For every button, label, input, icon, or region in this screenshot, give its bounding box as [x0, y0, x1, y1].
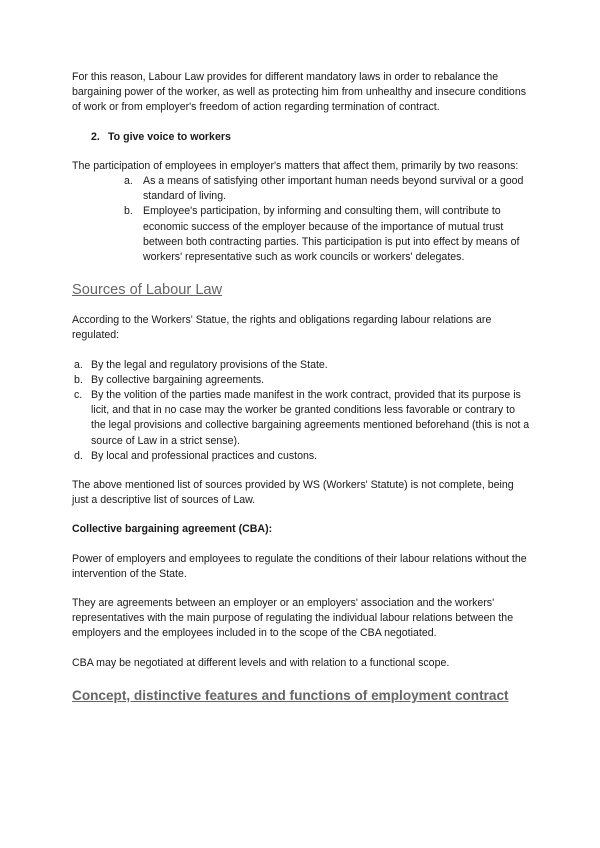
list-item-text: As a means of satisfying other important human needs beyond survival or a good standard of living. — [143, 175, 524, 203]
concept-heading: Concept, distinctive features and functions of employment contract — [72, 687, 509, 703]
cba-heading: Collective bargaining agreement (CBA): — [72, 523, 273, 536]
list-item — [72, 373, 532, 388]
list-item — [72, 358, 532, 373]
cba-paragraph-2: They are agreements between an employer or an employers' association and the workers' representatives with the main purpose of regulating the individual labour relations between the employers and the employees included in to the scope of the CBA negotiated. — [72, 597, 514, 640]
list-marker: a. — [74, 358, 83, 371]
list-item-text: By local and professional practices and custons. — [91, 449, 318, 462]
list-item — [72, 204, 532, 265]
document-page — [72, 70, 532, 705]
list-marker: b. — [74, 373, 83, 386]
list-marker: c. — [74, 389, 83, 402]
intro-paragraph: For this reason, Labour Law provides for different mandatory laws in order to rebalance the bargaining power of the worker, as well as protecting him from unhealthy and insecure conditions of work or from employer's freedom of action regarding termination of contract. — [72, 71, 527, 114]
cba-paragraph-3: CBA may be negotiated at different levels and with relation to a functional scope. — [72, 656, 450, 669]
cba-paragraph-1: Power of employers and employees to regulate the conditions of their labour relations without the intervention of the State. — [72, 552, 527, 580]
participation-list — [72, 174, 532, 265]
list-item — [72, 388, 532, 449]
list-item-text: By the legal and regulatory provisions of the State. — [91, 358, 328, 371]
sources-heading: Sources of Labour Law — [72, 282, 223, 299]
sources-list — [72, 358, 532, 464]
list-marker: d. — [74, 449, 83, 462]
list-item — [72, 174, 532, 204]
list-item — [72, 449, 532, 464]
point-2-number: 2. — [91, 130, 100, 143]
point-2-title: To give voice to workers — [108, 130, 231, 143]
list-marker: b. — [124, 205, 133, 218]
list-item-text: By the volition of the parties made manifest in the work contract, provided that its purpose is licit, and that in no case may the worker be granted conditions less favorable or contrary to the legal provisions and collective bargaining agreements mentioned beforehand (this is not a source of Law in a strict sense). — [91, 389, 530, 447]
list-marker: a. — [124, 175, 133, 188]
sources-intro: According to the Workers' Statue, the rights and obligations regarding labour relations are regulated: — [72, 314, 492, 342]
list-item-text: Employee's participation, by informing and consulting them, will contribute to economic success of the employer because of the importance of mutual trust between both contracting parties. This participation is put into effect by means of workers' representative such as work councils or workers' delegates. — [143, 205, 520, 264]
participation-paragraph: The participation of employees in employer's matters that affect them, primarily by two reasons: — [72, 159, 519, 172]
sources-closing: The above mentioned list of sources provided by WS (Workers' Statute) is not complete, being just a descriptive list of sources of Law. — [72, 479, 514, 507]
list-item-text: By collective bargaining agreements. — [91, 373, 265, 386]
point-2-heading — [91, 130, 532, 145]
